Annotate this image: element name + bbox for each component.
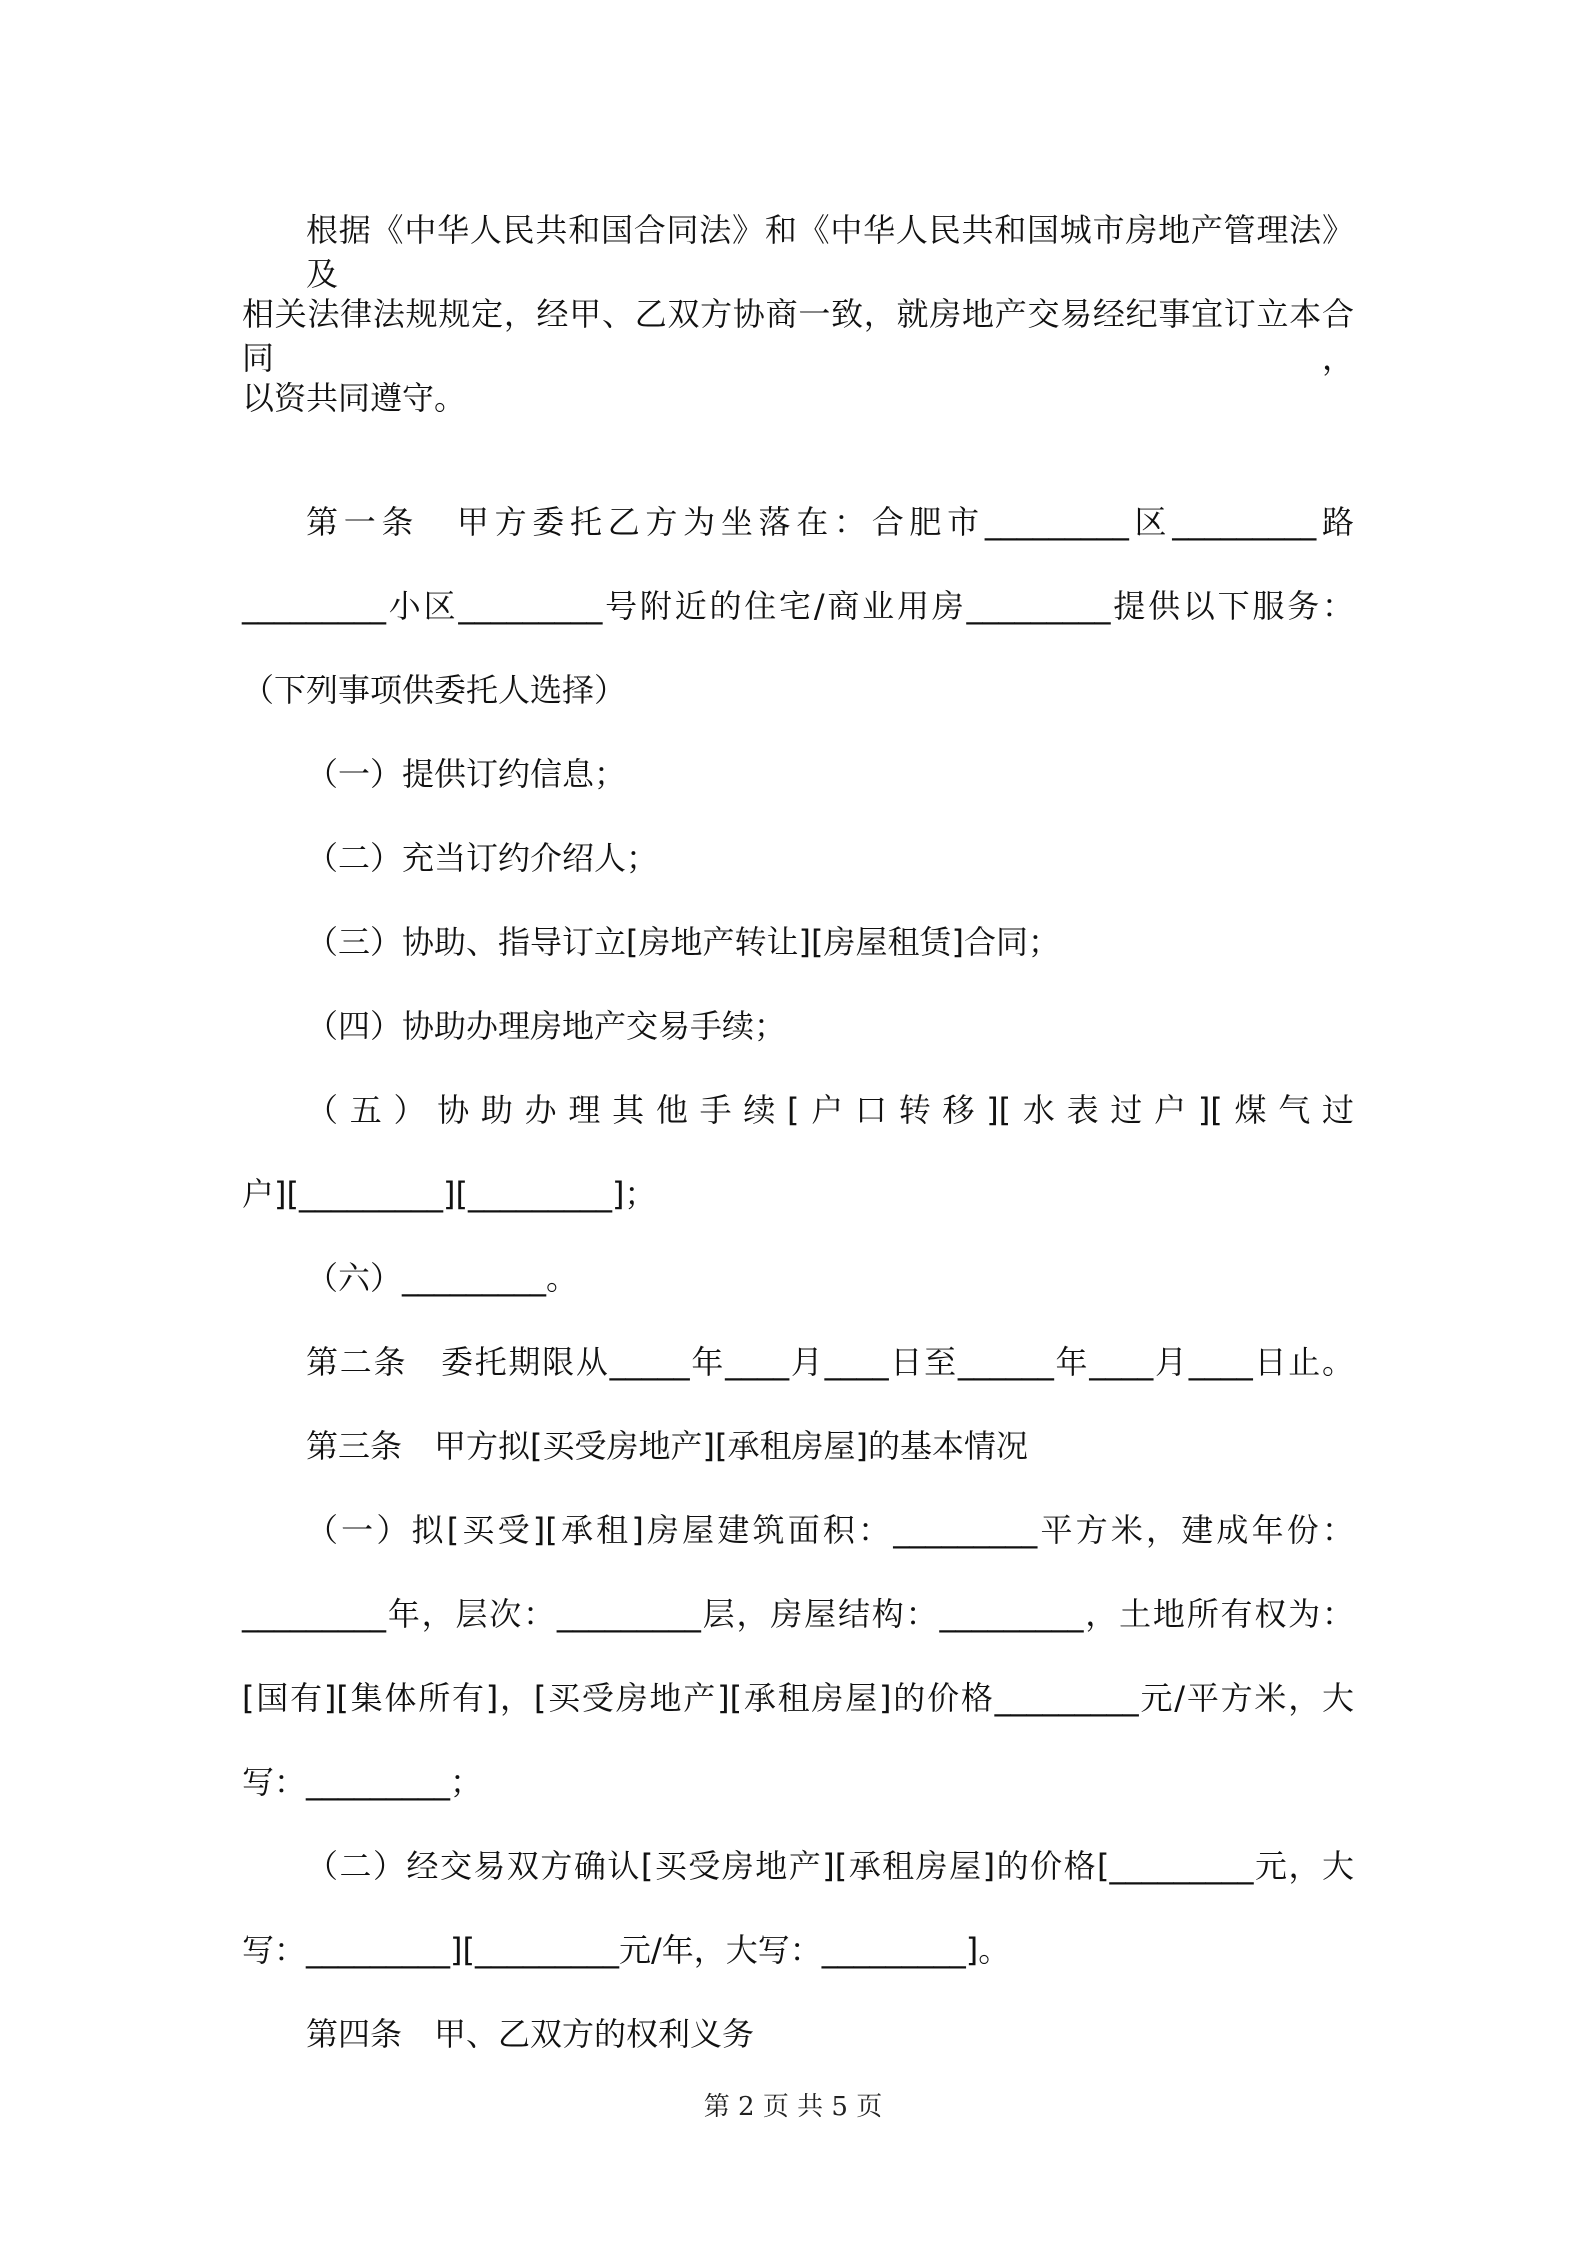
article-1-line-2: _________小区_________号附近的住宅/商业用房_________提供以下服务： [242,587,1354,625]
article-3-item-2-line-2: 写：_________][_________元/年，大写：_________]。 [242,1931,1011,1969]
preamble-line-2: 相关法律法规规定，经甲、乙双方协商一致，就房地产交易经纪事宜订立本合同， [242,295,1354,377]
article-3-item-1-line-3: [国有][集体所有]，[买受房地产][承租房屋]的价格_________元/平方米，大 [242,1679,1354,1717]
service-item-5-line-1: （五）协助办理其他手续[户口转移][水表过户][煤气过 [306,1091,1354,1129]
service-item-6: （六）_________。 [306,1259,579,1297]
preamble-line-1: 根据《中华人民共和国合同法》和《中华人民共和国城市房地产管理法》及 [306,211,1354,293]
article-4-heading: 第四条 甲、乙双方的权利义务 [306,2015,755,2053]
article-3-item-1-line-2: _________年，层次：_________层，房屋结构：_________，土地所有权为： [242,1595,1354,1633]
preamble-line-3: 以资共同遵守。 [242,379,467,417]
service-item-3: （三）协助、指导订立[房地产转让][房屋租赁]合同； [306,923,1060,961]
article-2: 第二条 委托期限从_____年____月____日至______年____月____日止。 [306,1343,1354,1381]
article-1-line-1: 第一条 甲方委托乙方为坐落在：合肥市_________区_________路 [306,503,1354,541]
service-item-2: （二）充当订约介绍人； [306,839,659,877]
service-item-1: （一）提供订约信息； [306,755,627,793]
article-1-note: （下列事项供委托人选择） [242,671,627,709]
article-3-item-2-line-1: （二）经交易双方确认[买受房地产][承租房屋]的价格[_________元，大 [306,1847,1354,1885]
service-item-5-line-2: 户][_________][_________]； [242,1175,657,1213]
page-number-footer: 第 2 页 共 5 页 [703,2092,883,2122]
article-3-heading: 第三条 甲方拟[买受房地产][承租房屋]的基本情况 [306,1427,1028,1465]
service-item-4: （四）协助办理房地产交易手续； [306,1007,787,1045]
article-3-item-1-line-1: （一）拟[买受][承租]房屋建筑面积：_________平方米，建成年份： [306,1511,1354,1549]
article-3-item-1-line-4: 写：_________； [242,1763,483,1801]
